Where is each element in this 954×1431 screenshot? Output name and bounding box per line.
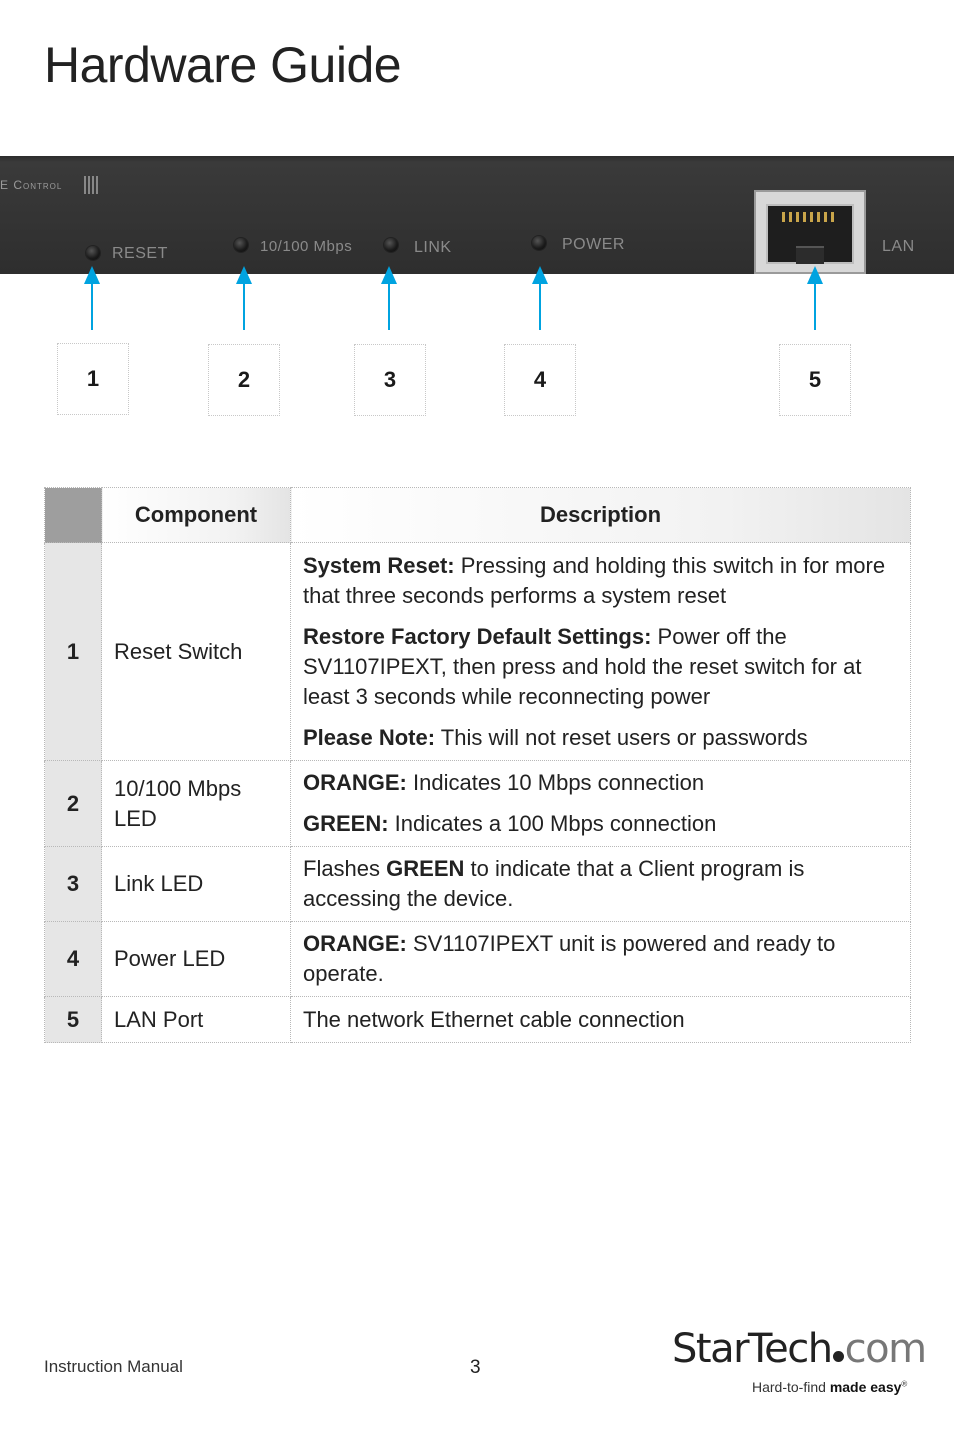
header-component: Component — [102, 488, 291, 543]
table-row — [45, 543, 911, 761]
callout-5: 5 — [779, 344, 851, 416]
reset-button-hole — [86, 246, 100, 260]
desc-term: GREEN: — [303, 811, 389, 836]
desc-term: Restore Factory Default Settings: — [303, 623, 652, 649]
row-component: LAN Port — [102, 997, 291, 1043]
page-number: 3 — [470, 1357, 481, 1378]
page-title: Hardware Guide — [44, 37, 402, 93]
table-header-row — [45, 488, 911, 543]
desc-text: Flashes — [303, 856, 387, 881]
lan-port-image — [754, 190, 866, 274]
footer-document-name: Instruction Manual — [44, 1357, 183, 1376]
row-component: Reset Switch — [102, 543, 291, 761]
callout-1: 1 — [57, 343, 129, 415]
desc-term: ORANGE: — [303, 770, 407, 795]
arrow-line — [243, 282, 245, 330]
rj45-socket — [766, 204, 854, 264]
arrow-line — [539, 282, 541, 330]
rj45-pins — [782, 212, 838, 222]
row-description — [291, 761, 911, 847]
desc-term: GREEN — [386, 856, 465, 881]
tagline-text: Hard-to-find — [752, 1379, 830, 1395]
logo-tagline — [752, 1379, 907, 1395]
table-row — [45, 997, 911, 1043]
panel-brand-bars — [84, 176, 100, 194]
desc-text: Indicates a 100 Mbps connection — [388, 811, 717, 836]
desc-text: This will not reset users or passwords — [435, 724, 808, 750]
row-number: 2 — [45, 761, 102, 847]
row-number: 4 — [45, 922, 102, 997]
panel-brand-text: E Control — [0, 178, 63, 192]
speed-led — [234, 238, 248, 252]
tagline-bold-text: made easy — [829, 1379, 902, 1395]
logo-text-com: com — [844, 1326, 926, 1372]
power-led — [532, 236, 546, 250]
callout-3: 3 — [354, 344, 426, 416]
desc-text: Indicates 10 Mbps connection — [406, 770, 705, 795]
row-description — [291, 922, 911, 997]
row-description — [291, 847, 911, 922]
table-row — [45, 847, 911, 922]
desc-text: Pressing and holding this switch in for more that three seconds performs a system reset — [303, 552, 886, 608]
desc-term: Please Note: — [303, 724, 436, 750]
row-description — [291, 543, 911, 761]
panel-label-speed: 10/100 Mbps — [260, 238, 353, 255]
desc-text: Power off the SV1107IPEXT, then press and hold the reset switch for at least 3 seconds while reconnecting power — [303, 623, 862, 709]
panel-label-lan: LAN — [882, 238, 915, 255]
components-table — [44, 487, 911, 1043]
table-row — [45, 761, 911, 847]
registered-mark: ® — [901, 1379, 908, 1389]
startech-logo — [672, 1326, 926, 1372]
panel-label-link: LINK — [414, 239, 452, 256]
panel-label-reset: RESET — [112, 245, 168, 262]
logo-dot-icon — [833, 1351, 844, 1362]
header-number-cell — [45, 488, 102, 543]
arrow-line — [388, 282, 390, 330]
logo-text-main: StarTech — [672, 1326, 832, 1372]
row-component: Power LED — [102, 922, 291, 997]
table-row — [45, 922, 911, 997]
row-number: 3 — [45, 847, 102, 922]
components-table-wrapper — [44, 487, 910, 1043]
desc-term: System Reset: — [303, 552, 455, 578]
callout-4: 4 — [504, 344, 576, 416]
desc-text: SV1107IPEXT unit is powered and ready to operate. — [303, 931, 836, 986]
callout-2: 2 — [208, 344, 280, 416]
device-front-panel — [0, 156, 954, 274]
row-component: Link LED — [102, 847, 291, 922]
row-number: 1 — [45, 543, 102, 761]
row-description: The network Ethernet cable connection — [291, 997, 911, 1043]
arrow-line — [91, 282, 93, 330]
rj45-tab — [796, 246, 824, 264]
row-number: 5 — [45, 997, 102, 1043]
desc-term: ORANGE: — [303, 931, 407, 956]
row-component: 10/100 Mbps LED — [102, 761, 291, 847]
header-description: Description — [291, 488, 911, 543]
link-led — [384, 238, 398, 252]
panel-label-power: POWER — [562, 236, 625, 253]
arrow-line — [814, 282, 816, 330]
desc-text: to indicate that a Client program is accessing the device. — [303, 856, 805, 911]
